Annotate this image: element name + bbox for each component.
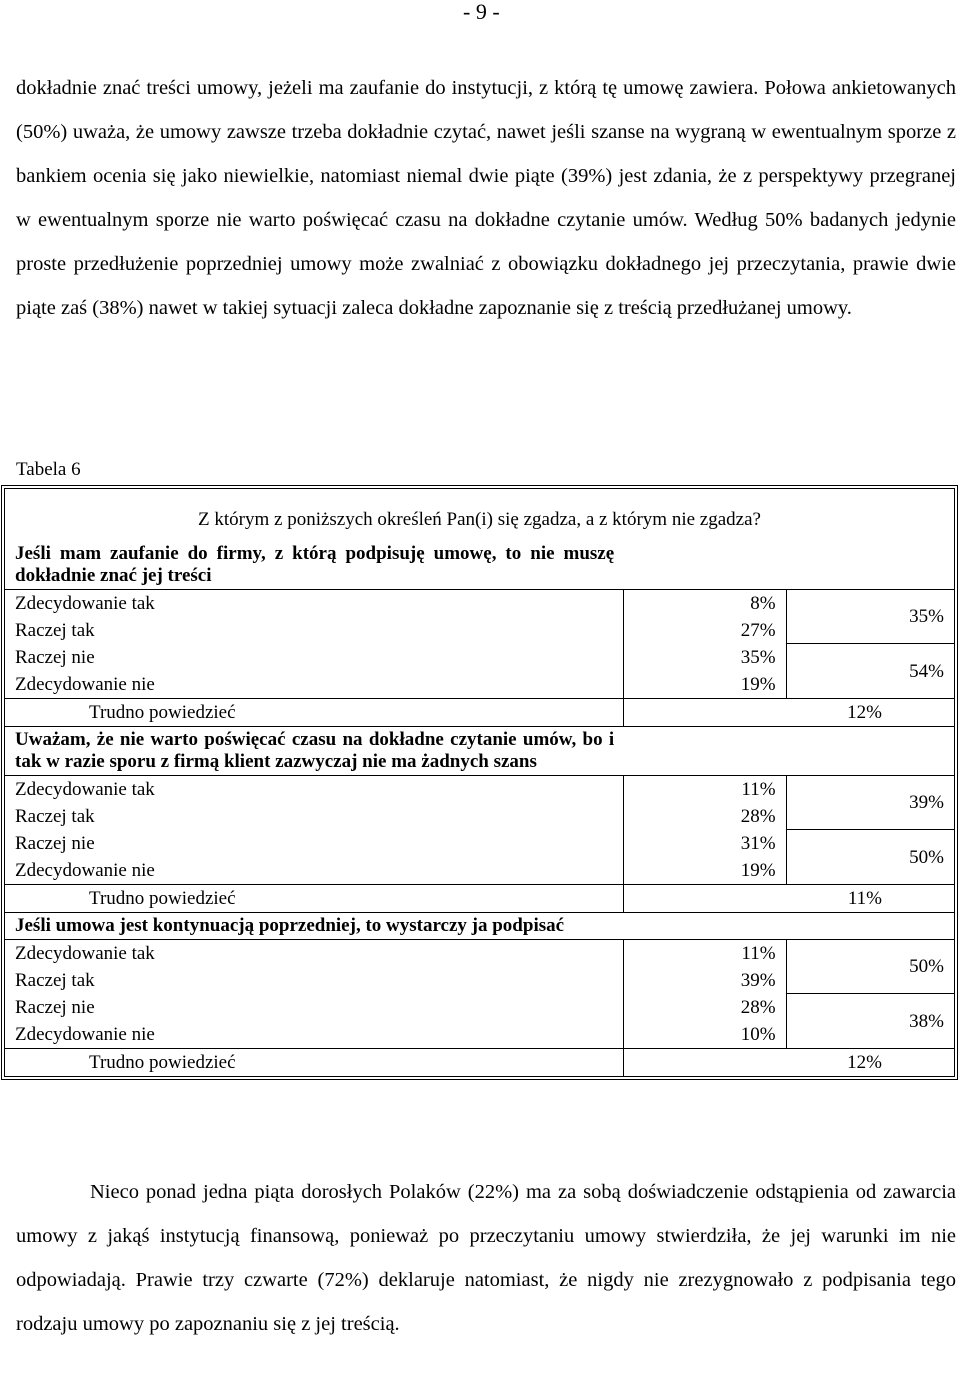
table-row bbox=[5, 884, 954, 912]
answer-label: Zdecydowanie tak bbox=[5, 589, 624, 617]
table-row bbox=[5, 698, 954, 726]
answer-label: Zdecydowanie nie bbox=[5, 1021, 624, 1048]
table-row bbox=[5, 644, 954, 671]
hard-to-say-label: Trudno powiedzieć bbox=[5, 1048, 624, 1076]
question-3-text: Jeśli umowa jest kontynuacją poprzedniej, to wystarczy ja podpisać bbox=[5, 912, 954, 939]
hard-to-say-label: Trudno powiedzieć bbox=[5, 698, 624, 726]
table-caption: Tabela 6 bbox=[16, 459, 81, 480]
table-header: Z którym z poniższych określeń Pan(i) się zgadza, a z którym nie zgadza? bbox=[198, 508, 761, 530]
answer-label: Zdecydowanie tak bbox=[5, 775, 624, 803]
table-row bbox=[5, 994, 954, 1021]
answer-label: Raczej tak bbox=[5, 967, 624, 994]
hard-to-say-value: 12% bbox=[624, 698, 954, 726]
table-row bbox=[5, 1048, 954, 1076]
table-row bbox=[5, 589, 954, 617]
answer-value: 27% bbox=[740, 620, 776, 641]
answer-value: 19% bbox=[740, 674, 776, 695]
total-yes: 35% bbox=[786, 589, 954, 644]
answer-label: Raczej tak bbox=[5, 617, 624, 644]
table-row bbox=[5, 830, 954, 857]
answer-value: 39% bbox=[740, 970, 776, 991]
table-row bbox=[5, 775, 954, 803]
total-no: 54% bbox=[786, 644, 954, 698]
answer-label: Raczej nie bbox=[5, 644, 624, 671]
answer-value: 35% bbox=[740, 647, 776, 668]
answer-label: Raczej tak bbox=[5, 803, 624, 830]
total-yes: 50% bbox=[786, 939, 954, 994]
answer-label: Raczej nie bbox=[5, 994, 624, 1021]
answer-value: 19% bbox=[740, 860, 776, 881]
page-number: - 9 - bbox=[463, 0, 500, 24]
answer-value: 28% bbox=[740, 997, 776, 1018]
total-no: 38% bbox=[786, 994, 954, 1048]
answer-value: 11% bbox=[624, 939, 785, 967]
answer-label: Zdecydowanie tak bbox=[5, 939, 624, 967]
answer-value: 11% bbox=[624, 775, 785, 803]
answer-label: Zdecydowanie nie bbox=[5, 671, 624, 698]
question-1-text: Jeśli mam zaufanie do firmy, z którą podpisuję umowę, to nie muszę dokładnie znać jej treści bbox=[15, 543, 615, 586]
answer-value: 28% bbox=[740, 806, 776, 827]
answer-value: 31% bbox=[740, 833, 776, 854]
answer-label: Raczej nie bbox=[5, 830, 624, 857]
hard-to-say-value: 11% bbox=[624, 884, 954, 912]
table-row bbox=[5, 939, 954, 967]
hard-to-say-label: Trudno powiedzieć bbox=[5, 884, 624, 912]
answer-label: Zdecydowanie nie bbox=[5, 857, 624, 884]
hard-to-say-value: 12% bbox=[624, 1048, 954, 1076]
total-yes: 39% bbox=[786, 775, 954, 830]
answer-value: 8% bbox=[624, 589, 785, 617]
body-paragraph-1: dokładnie znać treści umowy, jeżeli ma zaufanie do instytucji, z którą tę umowę zawiera. Połowa ankietowanych (50%) uważa, że umowy zawsze trzeba dokładnie czytać, nawet jeśli szanse na wygraną w ewentualnym sporze z bankiem ocenia się jako niewielkie, natomiast niemal dwie piąte (39%) jest zdania, że z perspektywy przegranej w ewentualnym sporze nie warto poświęcać czasu na dokładne czytanie umów. Według 50% badanych jedynie proste przedłużenie poprzedniej umowy może zwalniać z obowiązku dokładnego jej przeczytania, prawie dwie piąte zaś (38%) nawet w takiej sytuacji zaleca dokładne zapoznanie się z treścią przedłużanej umowy. bbox=[16, 77, 956, 319]
total-no: 50% bbox=[786, 830, 954, 884]
survey-table bbox=[4, 488, 955, 1077]
question-2-text: Uważam, że nie warto poświęcać czasu na dokładne czytanie umów, bo i tak w razie sporu z firmą klient zazwyczaj nie ma żadnych szans bbox=[5, 726, 624, 775]
body-paragraph-2: Nieco ponad jedna piąta dorosłych Polaków (22%) ma za sobą doświadczenie odstąpienia od zawarcia umowy z jakąś instytucją finansową, ponieważ po przeczytaniu umowy stwierdziła, że jej warunki im nie odpowiadają. Prawie trzy czwarte (72%) deklaruje natomiast, że nigdy nie zrezygnowało z podpisania tego rodzaju umowy po zapoznaniu się z jej treścią. bbox=[16, 1181, 956, 1335]
answer-value: 10% bbox=[740, 1024, 776, 1045]
